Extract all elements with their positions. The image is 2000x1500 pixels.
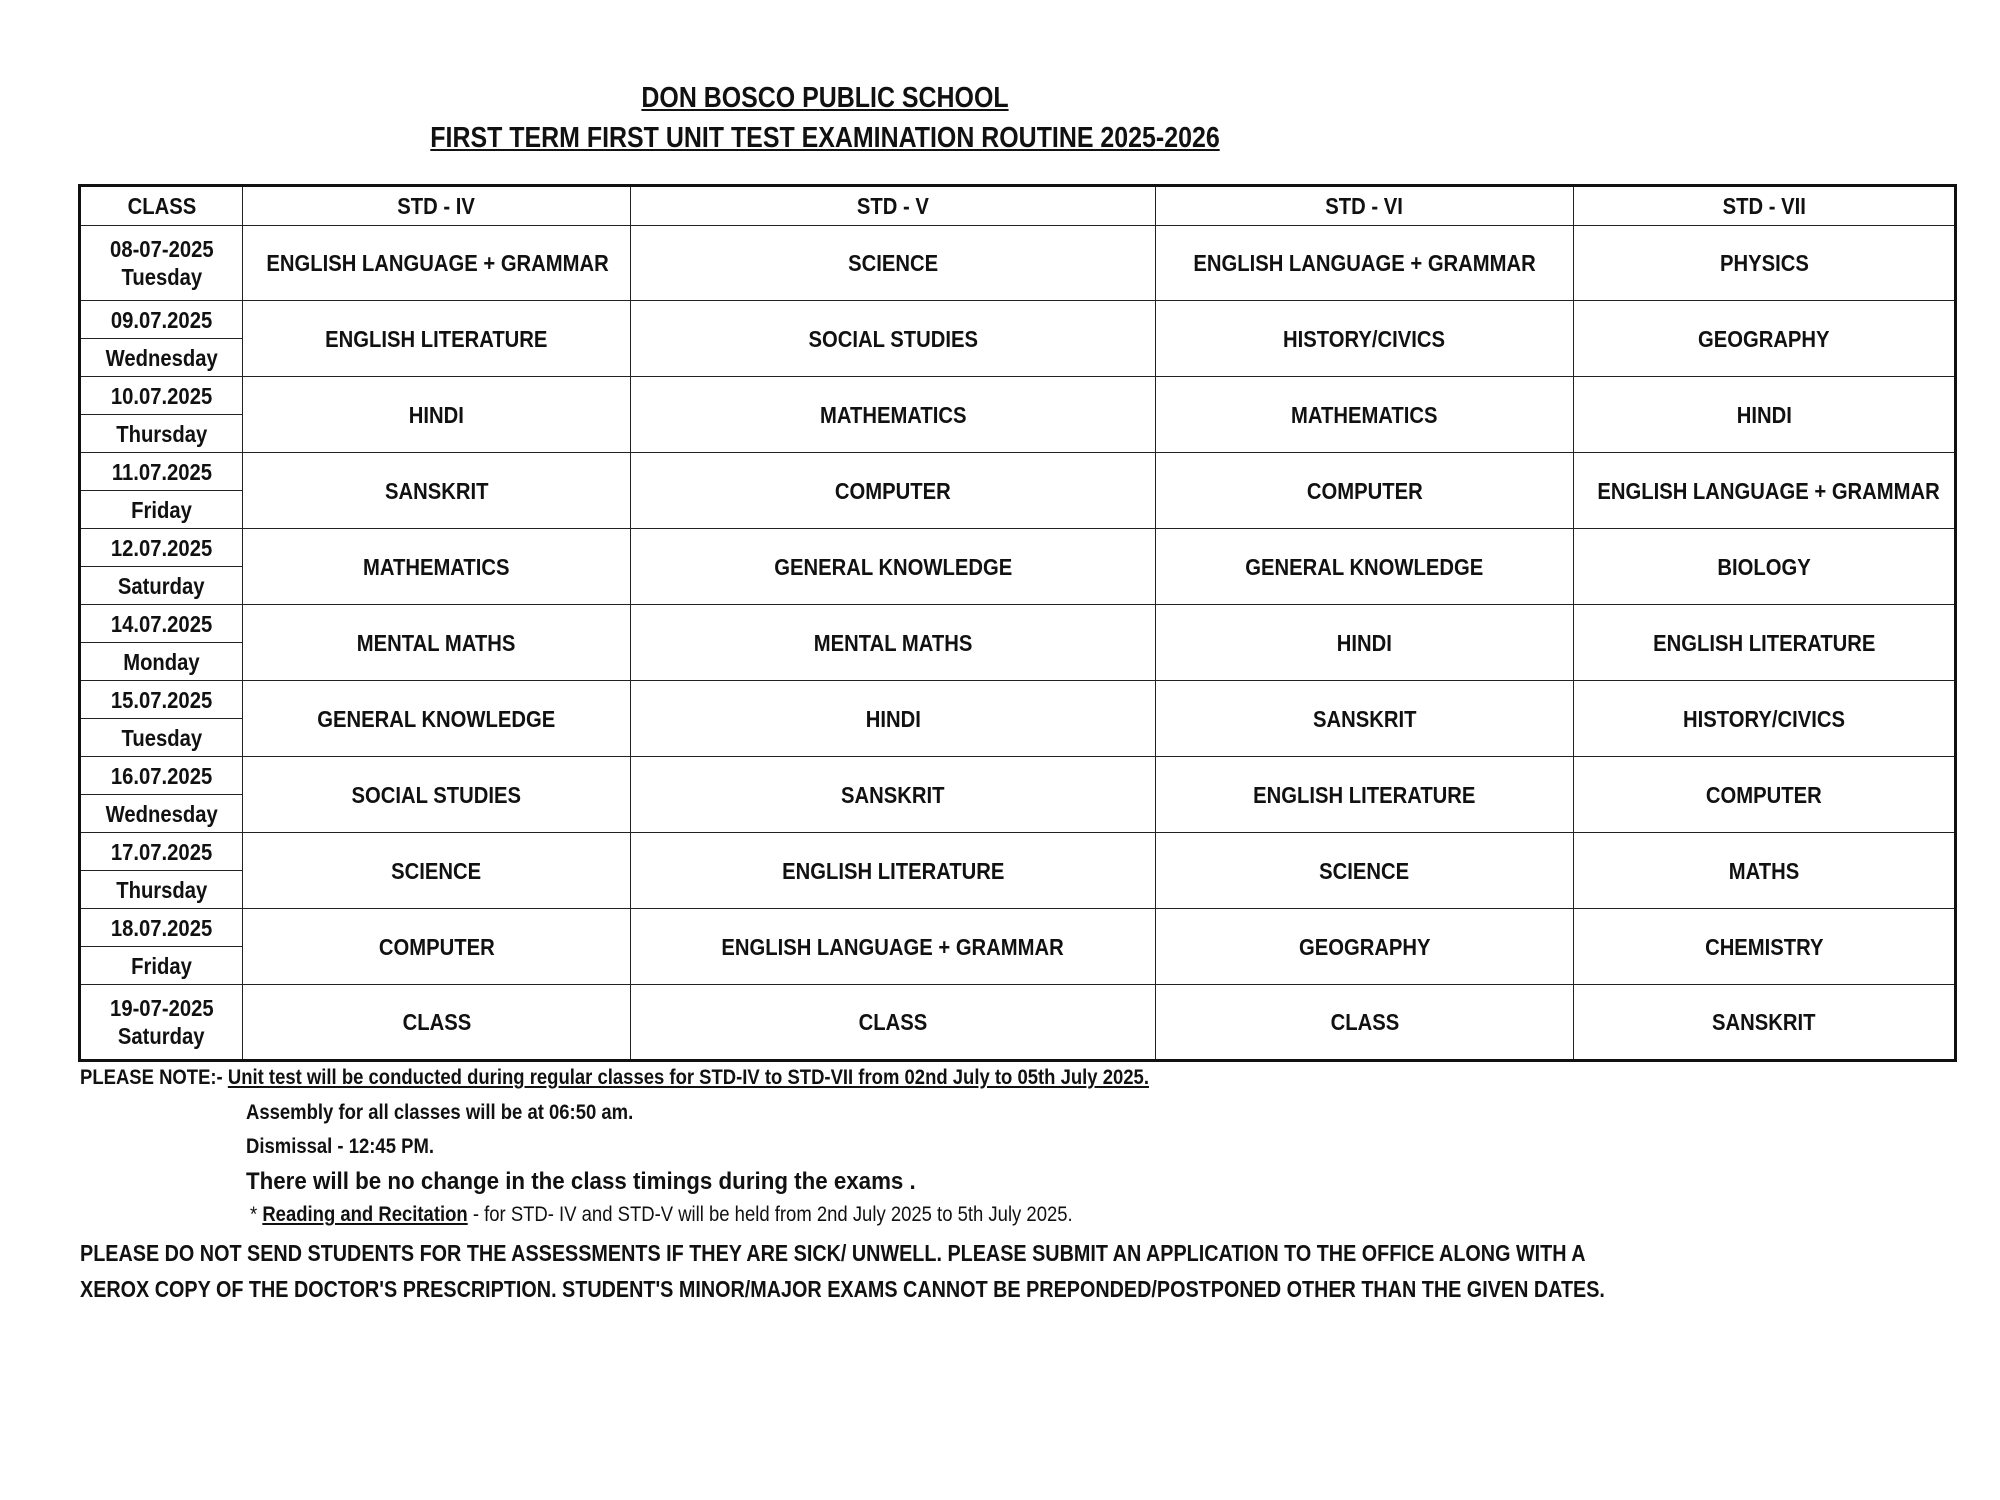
sick-note-line-2: XEROX COPY OF THE DOCTOR'S PRESCRIPTION. STUDENT'S MINOR/MAJOR EXAMS CANNOT BE PREPONDED/POSTPONED OTHER THAN THE GIVEN DATES. xyxy=(80,1276,1605,1302)
subject-cell: GEOGRAPHY xyxy=(1156,909,1574,985)
subject-cell: SANSKRIT xyxy=(243,453,631,529)
dismissal-note: Dismissal - 12:45 PM. xyxy=(246,1135,434,1158)
subject-cell: MATHEMATICS xyxy=(1156,377,1574,453)
exam-date: 10.07.2025 xyxy=(80,377,243,415)
timings-note: There will be no change in the class timings during the exams . xyxy=(246,1168,916,1195)
column-header-std-vii: STD - VII xyxy=(1574,186,1956,226)
subject-cell: HINDI xyxy=(1156,605,1574,681)
subject-cell: BIOLOGY xyxy=(1574,529,1956,605)
subject-cell: HISTORY/CIVICS xyxy=(1574,681,1956,757)
subject-cell: GENERAL KNOWLEDGE xyxy=(631,529,1156,605)
exam-date: 12.07.2025 xyxy=(80,529,243,567)
table-row xyxy=(80,301,1956,339)
subject-cell: SOCIAL STUDIES xyxy=(243,757,631,833)
table-row xyxy=(80,605,1956,643)
recitation-label: Reading and Recitation xyxy=(262,1203,468,1226)
subject-cell: MATHEMATICS xyxy=(243,529,631,605)
subject-cell: GENERAL KNOWLEDGE xyxy=(243,681,631,757)
please-note-line xyxy=(80,1066,1664,1090)
subject-cell: CHEMISTRY xyxy=(1574,909,1956,985)
exam-day: Tuesday xyxy=(121,264,202,290)
subject-cell: ENGLISH LITERATURE xyxy=(1574,605,1956,681)
subject-cell: ENGLISH LITERATURE xyxy=(631,833,1156,909)
table-row xyxy=(80,833,1956,871)
exam-day: Friday xyxy=(80,947,243,985)
subject-cell: ENGLISH LITERATURE xyxy=(1156,757,1574,833)
subject-cell: COMPUTER xyxy=(1574,757,1956,833)
subject-cell: ENGLISH LANGUAGE + GRAMMAR xyxy=(631,909,1156,985)
subject-cell: COMPUTER xyxy=(631,453,1156,529)
table-row xyxy=(80,453,1956,491)
recitation-text: - for STD- IV and STD-V will be held from 2nd July 2025 to 5th July 2025. xyxy=(467,1203,1073,1226)
subject-cell: HISTORY/CIVICS xyxy=(1156,301,1574,377)
subject-cell: PHYSICS xyxy=(1574,226,1956,301)
subject-cell: MATHS xyxy=(1574,833,1956,909)
subject-cell: ENGLISH LITERATURE xyxy=(243,301,631,377)
recitation-prefix: * xyxy=(250,1203,263,1226)
subject-cell: SCIENCE xyxy=(631,226,1156,301)
table-row xyxy=(80,529,1956,567)
subject-cell: SANSKRIT xyxy=(1574,985,1956,1061)
subject-cell: SCIENCE xyxy=(243,833,631,909)
subject-cell: COMPUTER xyxy=(243,909,631,985)
subject-cell: SCIENCE xyxy=(1156,833,1574,909)
subject-cell: SOCIAL STUDIES xyxy=(631,301,1156,377)
subject-cell: MATHEMATICS xyxy=(631,377,1156,453)
table-row xyxy=(80,757,1956,795)
exam-day: Wednesday xyxy=(80,339,243,377)
subject-cell: ENGLISH LANGUAGE + GRAMMAR xyxy=(1156,226,1574,301)
recitation-note xyxy=(250,1203,1834,1227)
table-header-row xyxy=(80,186,1956,226)
subject-cell: MENTAL MATHS xyxy=(243,605,631,681)
date-cell xyxy=(80,985,243,1061)
subject-cell: HINDI xyxy=(1574,377,1956,453)
exam-date: 11.07.2025 xyxy=(80,453,243,491)
exam-date: 17.07.2025 xyxy=(80,833,243,871)
exam-date: 19-07-2025 xyxy=(109,995,214,1021)
exam-day: Saturday xyxy=(118,1023,205,1049)
assembly-note: Assembly for all classes will be at 06:50 am. xyxy=(246,1101,634,1124)
exam-date: 09.07.2025 xyxy=(80,301,243,339)
subject-cell: CLASS xyxy=(1156,985,1574,1061)
exam-date: 15.07.2025 xyxy=(80,681,243,719)
subject-cell: CLASS xyxy=(243,985,631,1061)
please-note-label: PLEASE NOTE:- xyxy=(80,1066,228,1089)
exam-day: Friday xyxy=(80,491,243,529)
subject-cell: CLASS xyxy=(631,985,1156,1061)
table-row xyxy=(80,681,1956,719)
exam-date: 18.07.2025 xyxy=(80,909,243,947)
subject-cell: MENTAL MATHS xyxy=(631,605,1156,681)
unit-test-note: Unit test will be conducted during regular classes for STD-IV to STD-VII from 02nd July to 05th July 2025. xyxy=(227,1066,1149,1089)
school-name: DON BOSCO PUBLIC SCHOOL xyxy=(641,82,1009,114)
exam-day: Saturday xyxy=(80,567,243,605)
table-row xyxy=(80,909,1956,947)
subject-cell: GENERAL KNOWLEDGE xyxy=(1156,529,1574,605)
table-row xyxy=(80,226,1956,301)
sick-note-line-1: PLEASE DO NOT SEND STUDENTS FOR THE ASSESSMENTS IF THEY ARE SICK/ UNWELL. PLEASE SUBMIT AN APPLICATION TO THE OFFICE ALONG WITH A xyxy=(80,1240,1586,1266)
table-row xyxy=(80,377,1956,415)
subject-cell: COMPUTER xyxy=(1156,453,1574,529)
subject-cell: SANSKRIT xyxy=(1156,681,1574,757)
exam-routine-table xyxy=(78,184,1957,1062)
exam-day: Tuesday xyxy=(80,719,243,757)
table-row xyxy=(80,985,1956,1061)
exam-date: 08-07-2025 xyxy=(109,236,214,262)
column-header-std-iv: STD - IV xyxy=(243,186,631,226)
exam-title: FIRST TERM FIRST UNIT TEST EXAMINATION ROUTINE 2025-2026 xyxy=(430,122,1220,154)
exam-day: Thursday xyxy=(80,871,243,909)
date-cell xyxy=(80,226,243,301)
table-body xyxy=(80,226,1956,1061)
subject-cell: ENGLISH LANGUAGE + GRAMMAR xyxy=(243,226,631,301)
subject-cell: GEOGRAPHY xyxy=(1574,301,1956,377)
exam-day: Wednesday xyxy=(80,795,243,833)
column-header-std-v: STD - V xyxy=(631,186,1156,226)
subject-cell: ENGLISH LANGUAGE + GRAMMAR xyxy=(1574,453,1956,529)
exam-day: Monday xyxy=(80,643,243,681)
subject-cell: SANSKRIT xyxy=(631,757,1156,833)
column-header-class: CLASS xyxy=(80,186,243,226)
subject-cell: HINDI xyxy=(631,681,1156,757)
exam-date: 14.07.2025 xyxy=(80,605,243,643)
exam-date: 16.07.2025 xyxy=(80,757,243,795)
exam-day: Thursday xyxy=(80,415,243,453)
column-header-std-vi: STD - VI xyxy=(1156,186,1574,226)
subject-cell: HINDI xyxy=(243,377,631,453)
